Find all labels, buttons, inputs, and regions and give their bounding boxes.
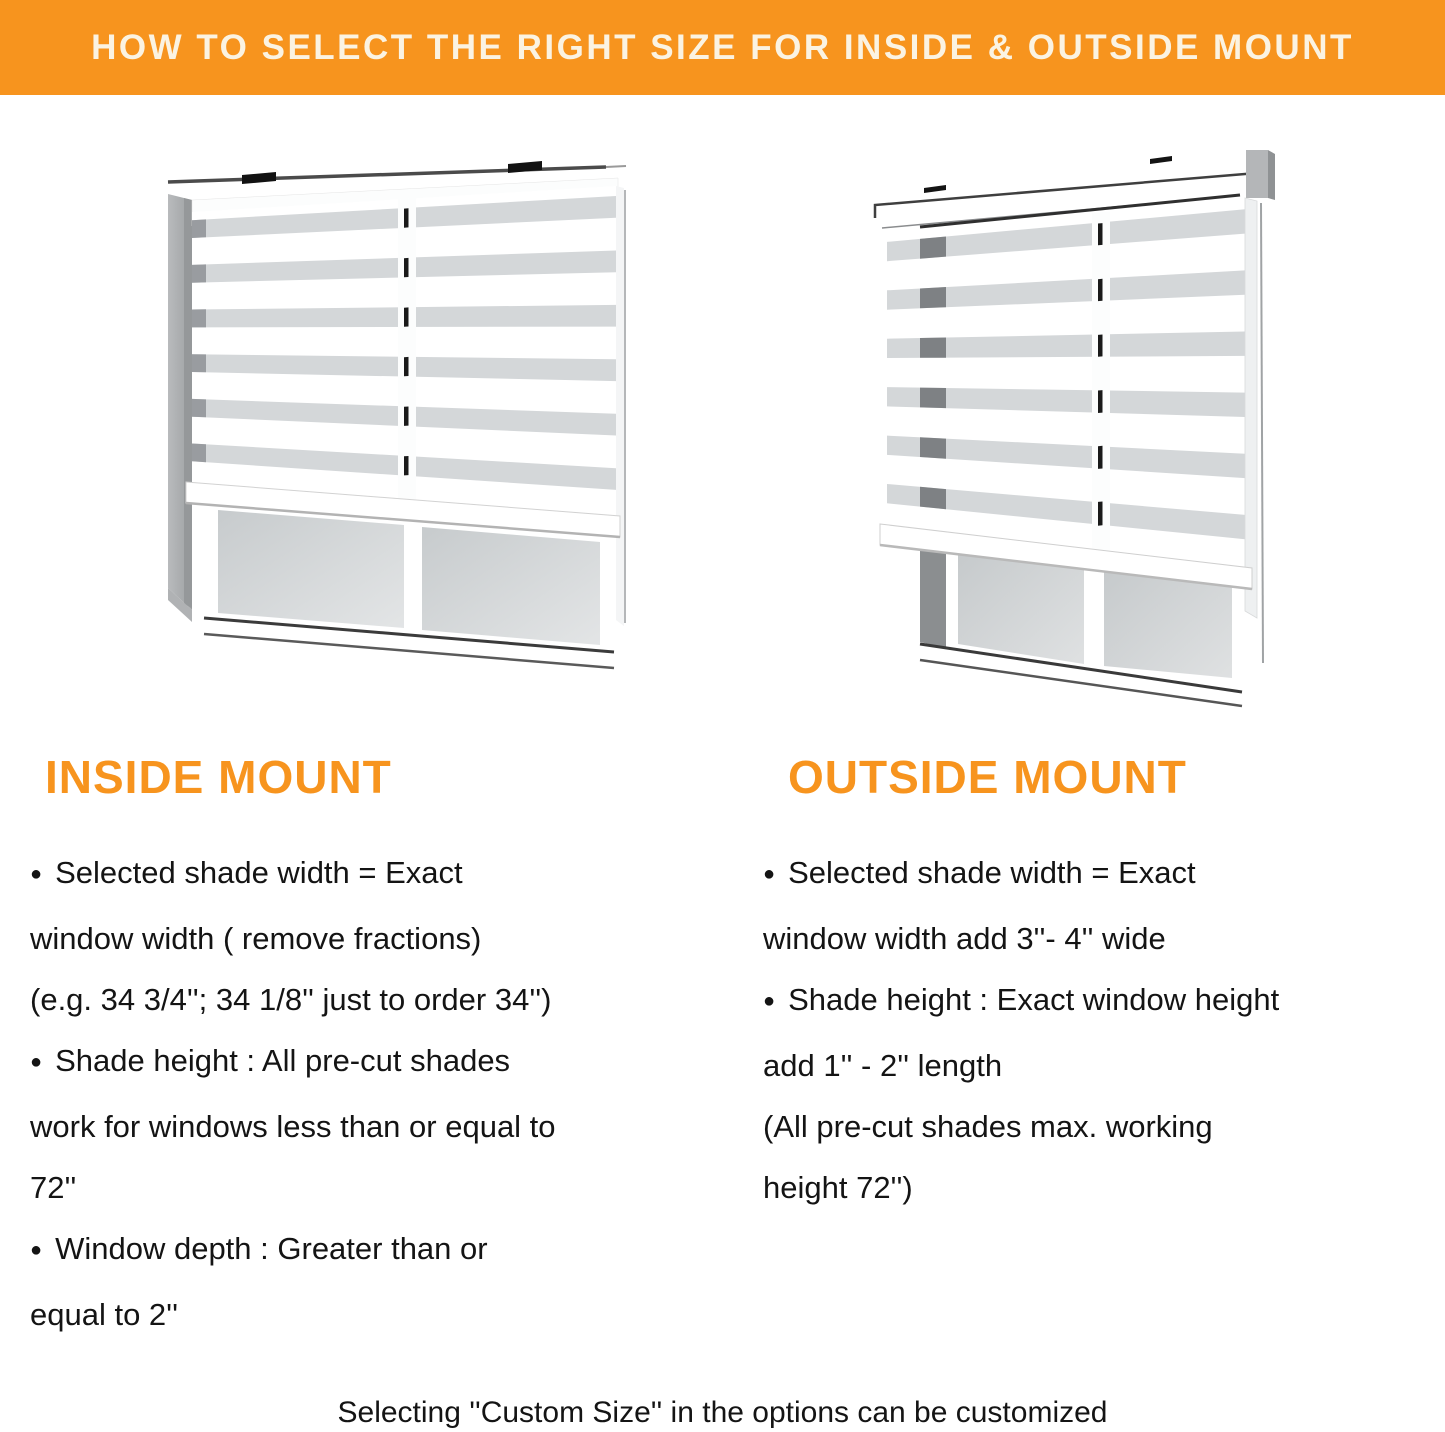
bullet-marker: ● [30,1239,43,1261]
window-panes [204,510,614,668]
bullet-line: window width ( remove fractions) [30,921,482,956]
bullet-line: (e.g. 34 3/4''; 34 1/8'' just to order 34'') [30,982,552,1017]
bullet-line: add 1'' - 2'' length [763,1048,1003,1083]
mounting-rod [168,161,626,184]
bullet-line: work for windows less than or equal to [30,1109,556,1144]
bullet-item [763,842,1423,969]
bullet-item [30,1030,730,1218]
bullet-line: ● Window depth : Greater than or [30,1231,488,1266]
bullet-line: ● Shade height : All pre-cut shades [30,1043,511,1078]
bullet-line: window width add 3''- 4'' wide [763,921,1166,956]
inside-mount-bullets [30,842,730,1345]
outside-mount-bullets [763,842,1423,1218]
bullet-marker: ● [30,1051,43,1073]
outside-mount-heading: OUTSIDE MOUNT [788,751,1187,803]
bullet-line: height 72'') [763,1170,913,1205]
inside-mount-window-graphic [158,158,628,693]
bullet-item [763,969,1423,1218]
header-banner [0,0,1445,95]
header-title: HOW TO SELECT THE RIGHT SIZE FOR INSIDE & OUTSIDE MOUNT [91,27,1354,67]
bullet-line: equal to 2'' [30,1297,179,1332]
inside-mount-illustration [158,158,628,693]
bullet-item [30,842,730,1030]
bullet-line: (All pre-cut shades max. working [763,1109,1213,1144]
bullet-item [30,1218,730,1345]
bullet-line: 72'' [30,1170,77,1205]
bullet-marker: ● [763,863,776,885]
bullet-marker: ● [30,863,43,885]
outside-mount-window-graphic [862,148,1282,718]
bullet-line: ● Shade height : Exact window height [763,982,1280,1017]
inside-mount-heading: INSIDE MOUNT [45,751,392,803]
bullet-line: ● Selected shade width = Exact [30,855,463,890]
footer-note: Selecting ''Custom Size'' in the options can be customized [337,1396,1108,1429]
outside-mount-illustration [862,148,1282,718]
bullet-marker: ● [763,990,776,1012]
bullet-line: ● Selected shade width = Exact [763,855,1196,890]
